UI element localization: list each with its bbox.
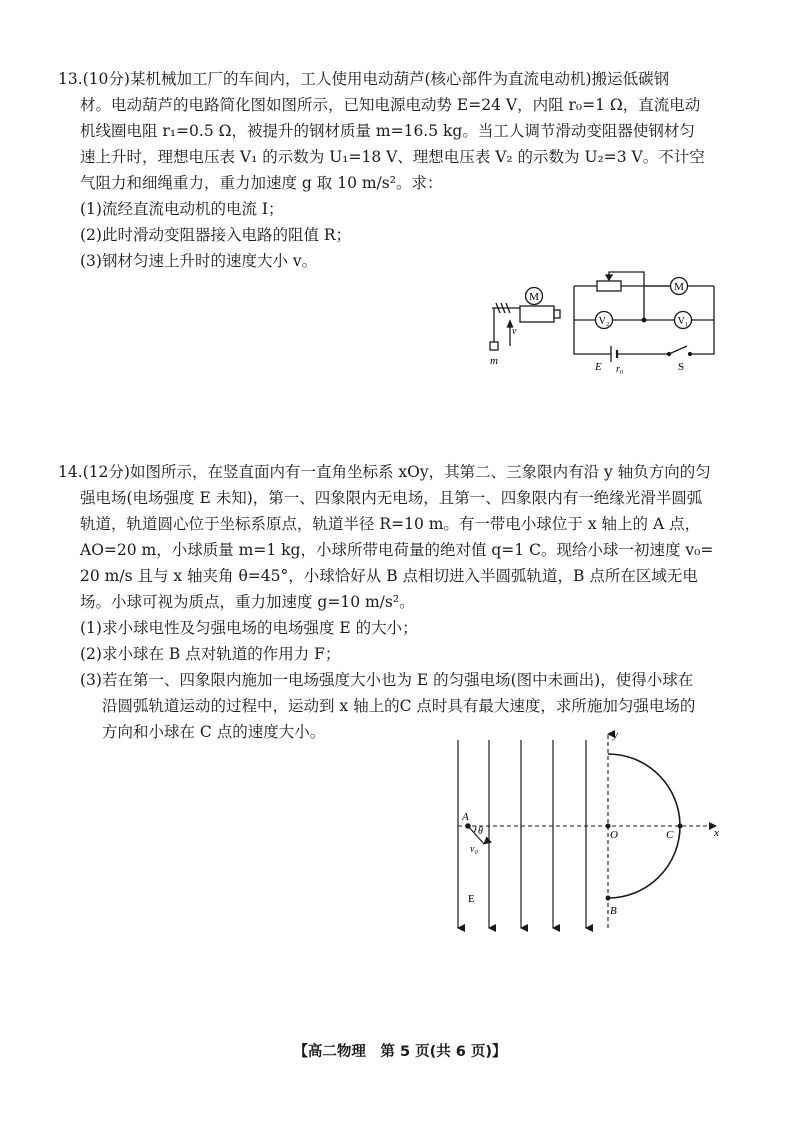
question-14-3-line: 沿圆弧轨道运动的过程中，运动到 x 轴上的C 点时具有最大速度，求所施加匀强电场的 bbox=[102, 697, 696, 715]
y-label: y bbox=[613, 729, 618, 741]
problem-14 bbox=[58, 459, 728, 745]
problem-14-line: 20 m/s 且与 x 轴夹角 θ=45°，小球恰好从 B 点相切进入半圆弧轨道，B 点所在区域无电 bbox=[80, 567, 698, 585]
problem-13-line: 速上升时，理想电压表 V₁ 的示数为 U₁=18 V、理想电压表 V₂ 的示数为 U₂=3 V。不计空 bbox=[80, 148, 705, 166]
b-label: B bbox=[610, 905, 617, 917]
switch bbox=[669, 346, 687, 354]
point-b bbox=[606, 896, 611, 901]
problem-14-line: AO=20 m，小球质量 m=1 kg，小球所带电荷量的绝对值 q=1 C。现给小球一初速度 v₀= bbox=[80, 541, 714, 559]
motor-shaft bbox=[554, 310, 560, 318]
question-13-3: (3)钢材匀速上升时的速度大小 v。 bbox=[80, 252, 318, 270]
problem-13-line: 材。电动葫芦的电路简化图如图所示，已知电源电动势 E=24 V，内阻 r₀=1 Ω，直流电动 bbox=[80, 96, 701, 114]
v0-label: v₀ bbox=[470, 844, 478, 855]
velocity-label: v bbox=[512, 326, 517, 337]
question-14-1: (1)求小球电性及匀强电场的电场强度 E 的大小； bbox=[80, 619, 418, 637]
problem-13-line: 气阻力和细绳重力，重力加速度 g 取 10 m/s²。求： bbox=[80, 174, 443, 192]
problem-14-line: 场。小球可视为质点，重力加速度 g=10 m/s²。 bbox=[80, 593, 415, 611]
o-label: O bbox=[610, 829, 618, 841]
mass-label: m bbox=[490, 355, 498, 367]
emf-label: E bbox=[595, 361, 602, 373]
v1-label: V₁ bbox=[677, 316, 689, 327]
field-diagram bbox=[446, 728, 746, 938]
c-label: C bbox=[666, 829, 674, 841]
problem-14-line: 强电场(电场强度 E 未知)，第一、四象限内无电场，且第一、四象限内有一绝缘光滑半圆弧 bbox=[80, 489, 703, 507]
question-13-2: (2)此时滑动变阻器接入电路的阻值 R； bbox=[80, 226, 352, 244]
rheostat bbox=[597, 281, 621, 291]
hoist-figure bbox=[490, 288, 560, 351]
problem-14-line: 14.(12分)如图所示，在竖直面内有一直角坐标系 xOy，其第二、三象限内有沿 y 轴负方向的匀 bbox=[58, 463, 711, 481]
rheostat-slider bbox=[609, 272, 644, 286]
motor-left-label: M bbox=[529, 291, 539, 303]
theta-label: θ bbox=[478, 826, 483, 837]
question-14-3-line: (3)若在第一、四象限内施加一电场强度大小也为 E 的匀强电场(图中未画出)，使得小球在 bbox=[80, 671, 694, 689]
motor-right-label: M bbox=[674, 281, 684, 293]
problem-13-line: 机线圈电阻 r₁=0.5 Ω，被提升的钢材质量 m=16.5 kg。当工人调节滑动变阻器使钢材匀 bbox=[80, 122, 695, 140]
origin-point bbox=[606, 824, 611, 829]
problem-13 bbox=[58, 66, 728, 274]
mass-block bbox=[490, 342, 498, 350]
question-14-2: (2)求小球在 B 点对轨道的作用力 F； bbox=[80, 645, 341, 663]
point-c bbox=[678, 824, 683, 829]
v2-label: V₂ bbox=[598, 316, 610, 327]
r0-label: r₀ bbox=[616, 364, 624, 375]
e-label: E bbox=[468, 893, 475, 905]
a-label: A bbox=[462, 811, 469, 823]
page-footer: 【高二物理 第 5 页(共 6 页)】 bbox=[293, 1044, 507, 1060]
motor-body bbox=[520, 306, 554, 322]
switch-label: S bbox=[678, 361, 685, 373]
circuit-wires bbox=[574, 272, 714, 362]
x-label: x bbox=[714, 827, 719, 839]
problem-14-line: 轨道，轨道圆心位于坐标系原点，轨道半径 R=10 m。有一带电小球位于 x 轴上的 A 点， bbox=[80, 515, 701, 533]
problem-13-line: 13.(10分)某机械加工厂的车间内，工人使用电动葫芦(核心部件为直流电动机)搬运低碳钢 bbox=[58, 70, 670, 88]
circuit-diagram bbox=[484, 266, 724, 378]
question-13-1: (1)流经直流电动机的电流 I； bbox=[80, 200, 284, 218]
question-14-3-line: 方向和小球在 C 点的速度大小。 bbox=[102, 723, 326, 741]
